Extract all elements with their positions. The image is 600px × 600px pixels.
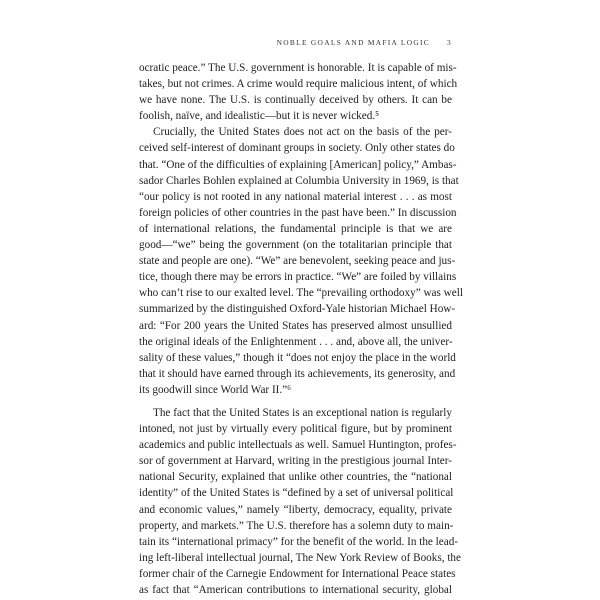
text-line: intoned, not just by virtually every political figure, but by prominent — [139, 423, 452, 436]
text-line: of international relations, the fundamental principle is that we are — [139, 222, 452, 235]
text-line: sor of government at Harvard, writing in the prestigious journal Inter- — [139, 455, 452, 468]
text-line: foreign policies of other countries in the past have been.” In discussion — [139, 206, 457, 219]
text-line: foolish, naïve, and idealistic—but it is never wicked.⁵ — [139, 110, 380, 123]
running-head: NOBLE GOALS AND MAFIA LOGIC — [276, 38, 430, 47]
text-line: national Security, explained that unlike other countries, the “national — [139, 471, 452, 484]
text-line: Crucially, the United States does not act on the basis of the per- — [153, 126, 452, 139]
page-number: 3 — [447, 38, 451, 47]
text-line: “our policy is not rooted in any national material interest . . . as most — [139, 190, 452, 203]
text-line: we have none. The U.S. is continually deceived by others. It can be — [139, 94, 452, 107]
text-line: its goodwill since World War II.”⁶ — [139, 383, 292, 396]
text-line: ocratic peace.” The U.S. government is honorable. It is capable of mis- — [139, 62, 457, 74]
text-line: and economic values,” namely “liberty, democracy, equality, private — [139, 503, 452, 516]
text-line: sador Charles Bohlen explained at Columbia University in 1969, is that — [139, 174, 459, 187]
text-line: property, and markets.” The U.S. therefore has a solemn duty to main- — [139, 519, 454, 532]
text-line: takes, but not crimes. A crime would require malicious intent, of which — [139, 78, 458, 91]
text-line: The fact that the United States is an exceptional nation is regularly — [153, 406, 452, 419]
text-line: former chair of the Carnegie Endowment for International Peace states — [139, 567, 456, 580]
text-line: that. “One of the difficulties of explaining [American] policy,” Ambas- — [139, 158, 457, 171]
body-text — [139, 60, 463, 598]
text-line: the original ideals of the Enlightenment . . . and, above all, the univer- — [139, 335, 453, 348]
text-line: tice, though there may be errors in practice. “We” are foiled by villains — [139, 271, 457, 284]
text-line: good—“we” being the government (on the totalitarian principle that — [139, 239, 452, 252]
text-line: ceived self-interest of dominant groups in society. Only other states do — [139, 142, 455, 155]
text-line: summarized by the distinguished Oxford-Yale historian Michael How- — [139, 303, 456, 316]
text-line: ing left-liberal intellectual journal, The New York Review of Books, the — [139, 551, 461, 564]
text-line: who can’t rise to our exalted level. The “prevailing orthodoxy” was well — [139, 287, 463, 300]
text-line: as fact that “American contributions to international security, global — [139, 584, 452, 596]
text-line: ard: “For 200 years the United States has preserved almost unsullied — [139, 319, 452, 332]
text-line: that it should have earned through its achievements, its generosity, and — [139, 367, 456, 380]
text-line: tain its “international primacy” for the benefit of the world. In the lead- — [139, 535, 459, 548]
text-line: academics and public intellectuals as well. Samuel Huntington, profes- — [139, 439, 457, 452]
text-line: identity” of the United States is “defined by a set of universal political — [139, 487, 454, 500]
text-line: sality of these values,” though it “does not enjoy the place in the world — [139, 351, 456, 364]
text-line: state and people are one). “We” are benevolent, seeking peace and jus- — [139, 255, 456, 268]
